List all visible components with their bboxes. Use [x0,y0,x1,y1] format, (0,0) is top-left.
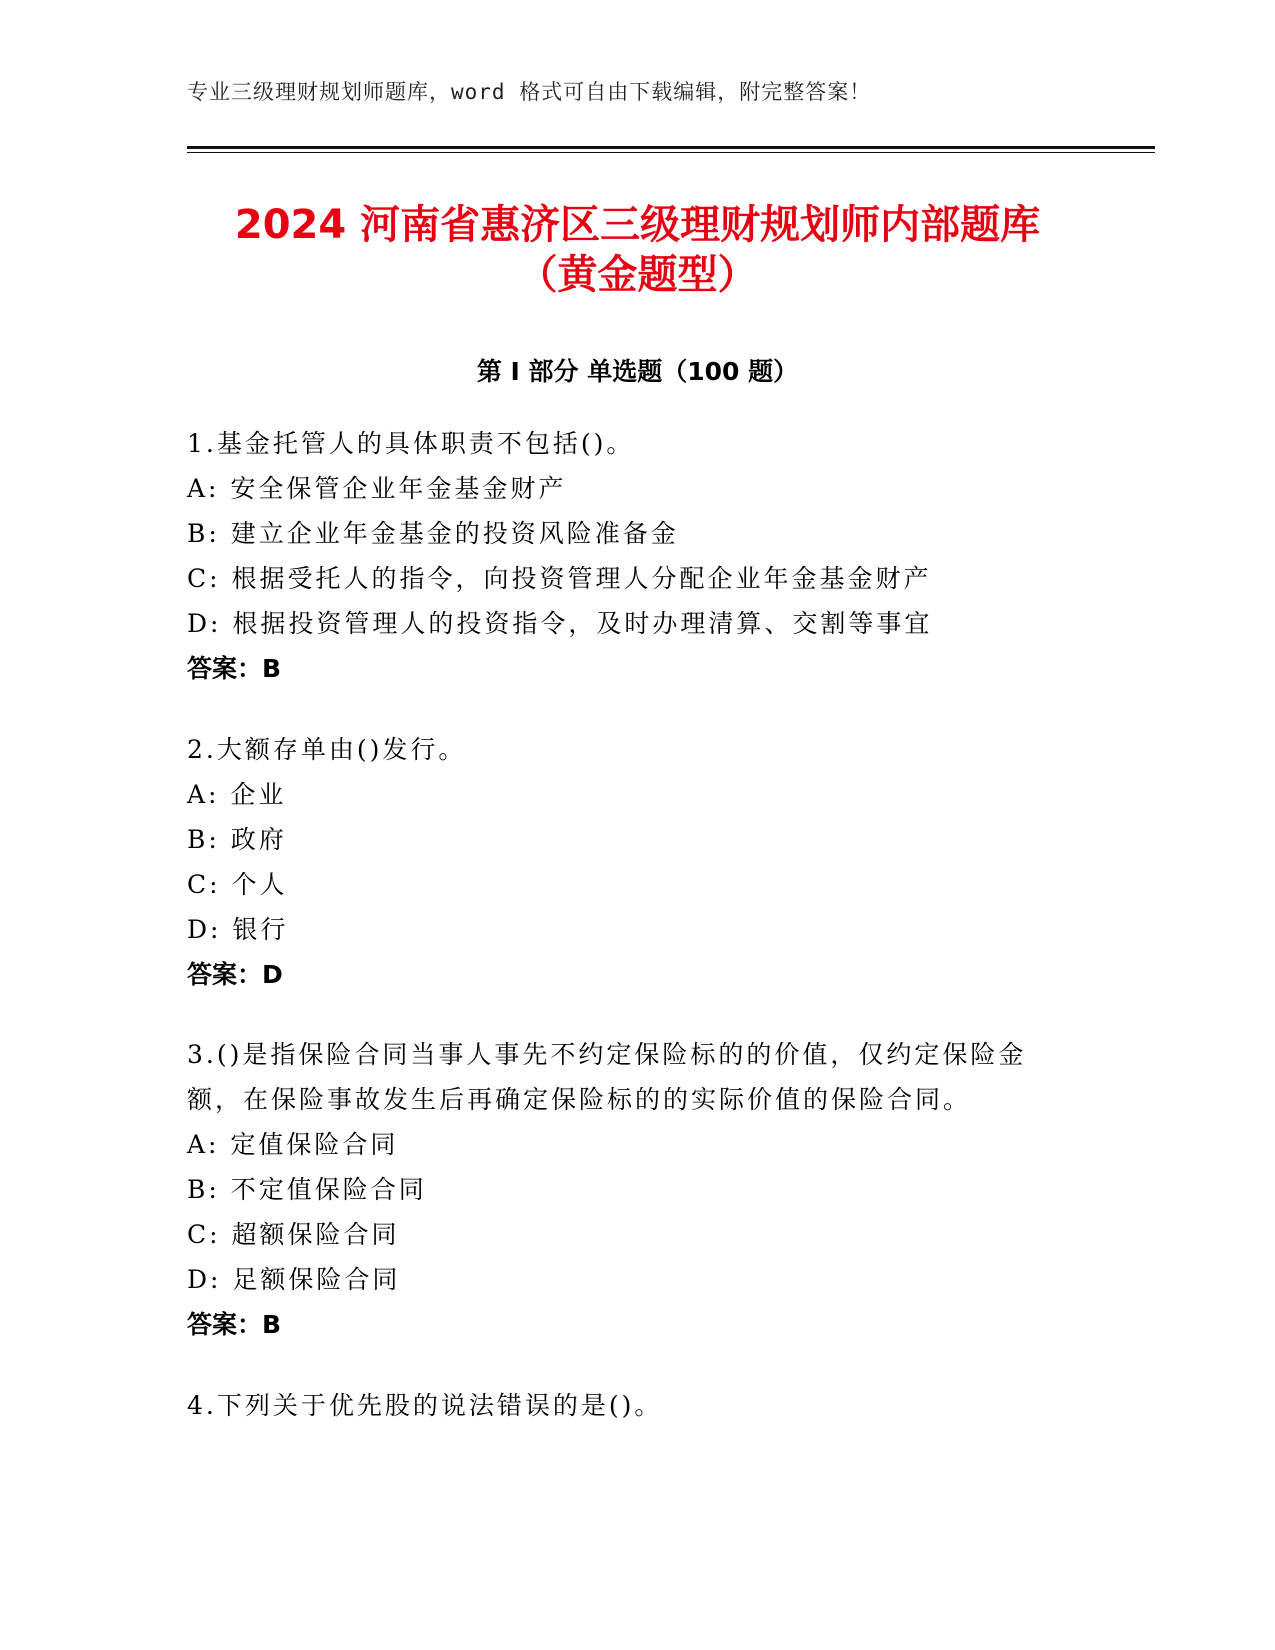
question-stem: 1.基金托管人的具体职责不包括()。 [187,429,635,458]
answer: 答案：D [187,960,283,989]
question-1 [187,421,1087,691]
option-d: D: 足额保险合同 [187,1265,401,1294]
header-rule-thick [187,146,1155,149]
option-b: B: 不定值保险合同 [187,1175,427,1204]
question-2 [187,727,1087,997]
question-4 [187,1383,1087,1428]
question-stem-line2: 额，在保险事故发生后再确定保险标的的实际价值的保险合同。 [187,1085,972,1114]
question-stem: 4.下列关于优先股的说法错误的是()。 [187,1391,663,1420]
option-c: C: 根据受托人的指令，向投资管理人分配企业年金基金财产 [187,564,932,593]
header-note: 专业三级理财规划师题库，word 格式可自由下载编辑，附完整答案！ [187,80,872,104]
option-c: C: 超额保险合同 [187,1220,400,1249]
document-title-line1: 2024 河南省惠济区三级理财规划师内部题库 [234,202,1041,248]
document-title-line2: （黄金题型） [517,252,758,298]
option-a: A: 安全保管企业年金基金财产 [187,474,567,503]
option-b: B: 建立企业年金基金的投资风险准备金 [187,519,679,548]
option-d: D: 根据投资管理人的投资指令，及时办理清算、交割等事宜 [187,609,933,638]
option-a: A: 企业 [187,780,287,809]
section-heading: 第 I 部分 单选题（100 题） [476,357,799,386]
option-b: B: 政府 [187,825,287,854]
option-d: D: 银行 [187,915,289,944]
header-rule-thin [187,152,1155,153]
answer: 答案：B [187,654,282,683]
question-stem: 2.大额存单由()发行。 [187,735,467,764]
answer: 答案：B [187,1310,282,1339]
option-c: C: 个人 [187,870,288,899]
option-a: A: 定值保险合同 [187,1130,399,1159]
question-3 [187,1032,1087,1347]
question-stem-line1: 3.()是指保险合同当事人事先不约定保险标的的价值，仅约定保险金 [187,1040,1027,1069]
